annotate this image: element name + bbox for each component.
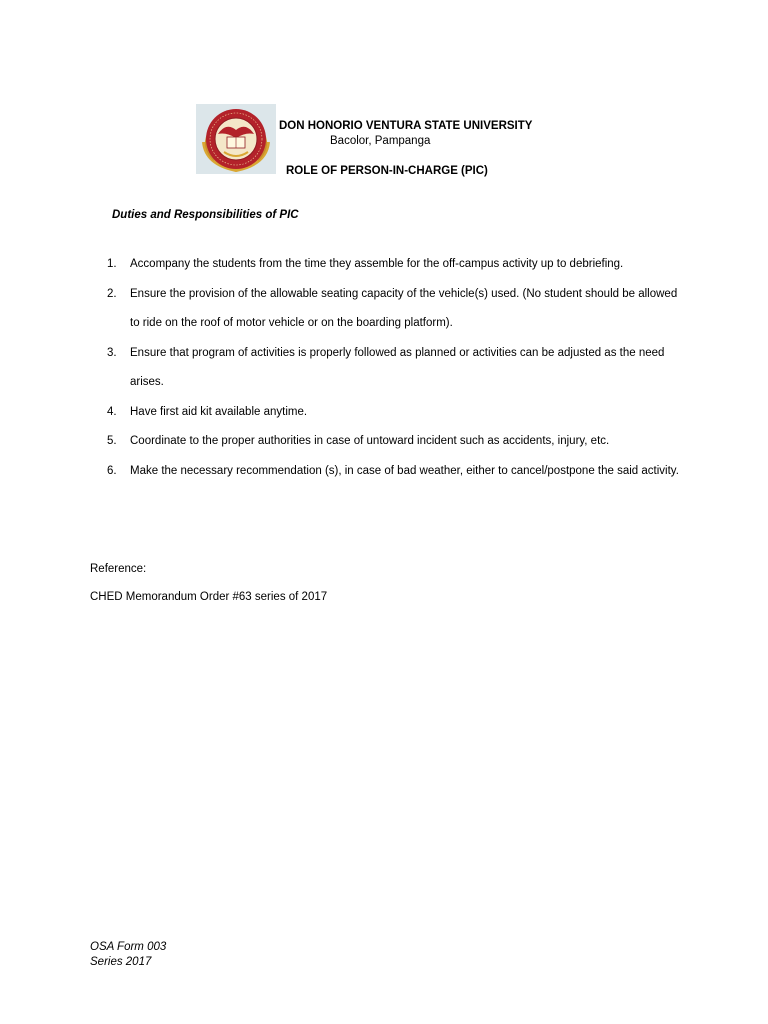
duty-item: [90, 427, 680, 457]
duty-number: 2.: [107, 287, 117, 300]
reference-text: CHED Memorandum Order #63 series of 2017: [90, 591, 328, 603]
duty-number: 4.: [107, 405, 117, 418]
duty-text: Accompany the students from the time they assemble for the off-campus activity up to debriefing.: [130, 258, 624, 270]
duty-item: [90, 280, 680, 339]
duty-item: [90, 457, 680, 487]
form-series: Series 2017: [90, 956, 152, 968]
duty-text: Have first aid kit available anytime.: [130, 405, 308, 418]
university-name: DON HONORIO VENTURA STATE UNIVERSITY: [279, 120, 533, 132]
duty-number: 6.: [107, 464, 117, 477]
reference-label: Reference:: [90, 563, 147, 575]
duty-item: [90, 398, 680, 428]
duty-text: Ensure that program of activities is properly followed as planned or activities can be adjusted as the need arises.: [130, 346, 665, 388]
duty-number: 3.: [107, 346, 117, 359]
duty-number: 1.: [107, 258, 117, 270]
duty-text: Make the necessary recommendation (s), in case of bad weather, either to cancel/postpone the said activity.: [130, 464, 679, 477]
duties-list: [90, 250, 680, 486]
duty-text: Coordinate to the proper authorities in case of untoward incident such as accidents, injury, etc.: [130, 435, 610, 447]
form-footer: [90, 940, 166, 970]
section-heading: Duties and Responsibilities of PIC: [112, 209, 299, 221]
duty-number: 5.: [107, 435, 117, 447]
duty-item: [90, 339, 680, 398]
duty-text: Ensure the provision of the allowable seating capacity of the vehicle(s) used. (No student should be allowed to ride on the roof of motor vehicle or on the boarding platform).: [130, 287, 678, 329]
university-location: Bacolor, Pampanga: [330, 135, 431, 147]
university-seal-logo: [196, 104, 276, 174]
duty-item: [90, 250, 680, 280]
document-title: ROLE OF PERSON-IN-CHARGE (PIC): [286, 165, 488, 177]
form-number: OSA Form 003: [90, 941, 167, 953]
